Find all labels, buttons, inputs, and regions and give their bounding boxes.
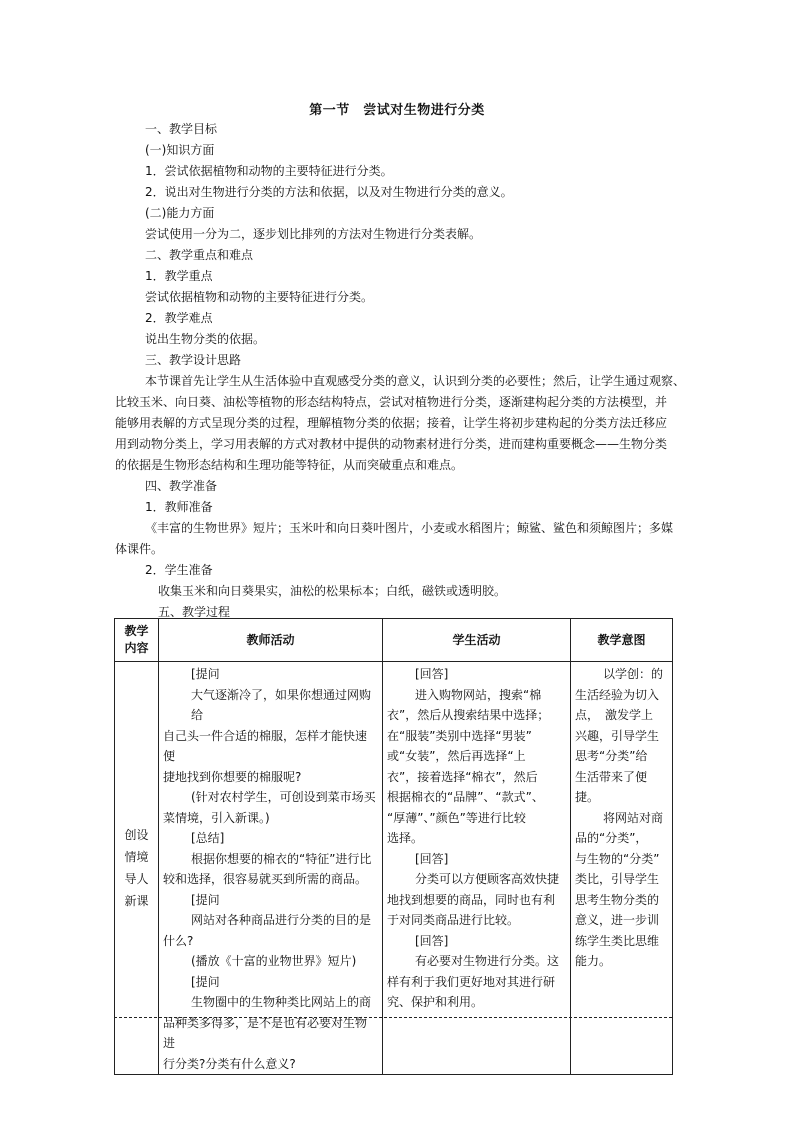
teacher-line: (针对农村学生，可创设到菜市场买 [191, 790, 376, 804]
row-stub-situation [115, 662, 159, 1075]
student-line: 分类可以方便顾客高效快捷 [415, 872, 560, 886]
teacher-prep-line: 体课件。 [115, 542, 164, 556]
student-line: “厚薄”、”颜色”等进行比较 [387, 810, 526, 825]
subheading-teacher-prep: 1．教师准备 [145, 500, 213, 514]
intent-line: 意义，进一步训 [575, 913, 660, 927]
intent-line: 以学创：的 [603, 667, 664, 681]
lesson-process-table [114, 618, 673, 1075]
header-content [115, 619, 159, 662]
heading-teaching-goals: 一、教学目标 [145, 122, 218, 136]
teacher-line: 生物圈中的生物种类比网站上的商 [191, 995, 372, 1009]
student-line: 进入购物网站，搜索“棉 [415, 687, 542, 702]
student-line: [回答] [415, 667, 449, 681]
teacher-line: 行分类?分类有什么意义? [163, 1056, 296, 1071]
design-paragraph-line: 能够用表解的方式呈现分类的过程，理解植物分类的依据；接着，让学生将初步建构起的分类方法迁移应 [115, 416, 668, 430]
teacher-line: [提问 [191, 974, 220, 989]
teacher-prep-line: 《丰富的生物世界》短片；玉米叶和向日葵叶图片，小麦或水稻图片；鲸鲨、鲨色和须鲸图片；多媒 [145, 521, 674, 535]
intent-line: 思考生物分类的 [575, 892, 660, 907]
student-line: 衣”，然后从搜索结果中选择； [387, 708, 550, 722]
subheading-knowledge: (一)知识方面 [145, 143, 215, 157]
teacher-line: 捷地找到你想要的棉服呢? [163, 769, 302, 784]
intent-line: 练学生类比思维 [575, 933, 660, 948]
intent-line: 与生物的“分类” [575, 851, 660, 866]
student-line: 样有利于我们更好地对其进行研 [387, 974, 556, 989]
intent-line: 思考“分类”给 [575, 749, 648, 763]
stub-line: 创设 [124, 828, 149, 842]
design-paragraph-line: 的依据是生物形态结构和生理功能等特征，从而突破重点和难点。 [115, 458, 464, 472]
table-header-row [115, 619, 673, 662]
student-prep-text: 收集玉米和向日葵果实，油松的松果标本；白纸，磁铁或透明胶。 [158, 584, 507, 598]
heading-process: 五、教学过程 [158, 605, 231, 619]
subheading-key-point: 1．教学重点 [145, 269, 213, 283]
teacher-line: 根据你想要的棉衣的“特征”进行比 [191, 851, 372, 866]
teacher-line: [总结] [191, 831, 225, 845]
page-break-divider [114, 1017, 672, 1018]
teacher-line: 大气逐渐冷了，如果你想通过网购给 [191, 687, 372, 722]
intent-line: 兴趣，引导学生 [575, 728, 660, 743]
student-line: 有必要对生物进行分类。这 [415, 954, 560, 968]
header-content-line: 教学 [124, 624, 149, 638]
teacher-line: 品种类多得多，是不是也有必要对生物进 [163, 1015, 368, 1050]
student-line: [回答] [415, 851, 449, 866]
header-student-activity: 学生活动 [383, 619, 571, 662]
stub-line: 导人 [124, 872, 149, 886]
subheading-student-prep: 2．学生准备 [145, 563, 213, 577]
intent-cell [571, 662, 673, 1075]
intent-line: 将网站对商 [603, 810, 664, 825]
student-line: 选择。 [387, 831, 424, 845]
student-line: 于对同类商品进行比较。 [387, 913, 520, 927]
subheading-difficulty: 2．教学难点 [145, 311, 213, 325]
header-content-line: 内容 [124, 641, 149, 655]
document-title: 第一节 尝试对生物进行分类 [309, 103, 485, 118]
teacher-line: 什么? [163, 933, 194, 948]
intent-line: 品的“分类”， [575, 831, 648, 845]
teacher-line: 菜情境，引入新课。) [163, 810, 270, 825]
design-paragraph-line: 用到动物分类上，学习用表解的方式对教材中提供的动物素材进行分类，进而建构重要概念——生物分类 [115, 437, 668, 451]
intent-line: 点， 激发学上 [575, 708, 654, 722]
heading-design-idea: 三、教学设计思路 [145, 353, 242, 367]
header-teacher-activity: 教师活动 [159, 619, 383, 662]
teacher-line: 网站对各种商品进行分类的目的是 [191, 913, 372, 927]
student-line: 究、保护和利用。 [387, 995, 484, 1009]
heading-preparation: 四、教学准备 [145, 479, 218, 493]
ability-item: 尝试使用一分为二，逐步划比排列的方法对生物进行分类表解。 [145, 227, 482, 241]
teacher-line: (播放《十富的业物世界》短片) [191, 954, 357, 968]
student-line: [回答] [415, 933, 449, 948]
teacher-line: 较和选择，很容易就买到所需的商品。 [163, 872, 368, 886]
intent-line: 能力。 [575, 954, 612, 968]
teacher-line: [提问 [191, 892, 220, 907]
table-row [115, 662, 673, 1075]
student-line: 根据棉衣的“品牌”、“款式”、 [387, 790, 544, 804]
student-activity-cell [383, 662, 571, 1075]
difficulty-text: 说出生物分类的依据。 [145, 332, 266, 346]
student-line: 在“服装”类别中选择“男装” [387, 728, 532, 743]
design-paragraph-line: 比较玉米、向日葵、油松等植物的形态结构特点，尝试对植物进行分类，逐渐建构起分类的方法模型，并 [115, 395, 668, 409]
intent-line: 生活带来了便捷。 [575, 769, 648, 804]
intent-line: 类比，引导学生 [575, 872, 660, 886]
student-line: 地找到想要的商品，同时也有利 [387, 892, 556, 907]
goal-item-2: 2．说出对生物进行分类的方法和依据，以及对生物进行分类的意义。 [145, 185, 513, 199]
student-line: 衣”，接着选择“棉衣”，然后 [387, 769, 538, 784]
subheading-ability: (二)能力方面 [145, 206, 215, 220]
design-paragraph-line: 本节课首先让学生从生活体验中直观感受分类的意义，认识到分类的必要性；然后，让学生通过观察、 [145, 374, 686, 388]
key-point-text: 尝试依据植物和动物的主要特征进行分类。 [145, 290, 374, 304]
teacher-line: 自己头一件合适的棉服，怎样才能快速便 [163, 728, 368, 763]
student-line: 或“女装”，然后再选择“上 [387, 749, 526, 763]
goal-item-1: 1．尝试依据植物和动物的主要特征进行分类。 [145, 164, 393, 178]
stub-line: 新课 [124, 894, 149, 908]
teacher-line: [提问 [191, 667, 220, 681]
heading-key-points: 二、教学重点和难点 [145, 248, 254, 262]
stub-line: 情境 [124, 850, 149, 864]
teacher-activity-cell [159, 662, 383, 1075]
intent-line: 生活经验为切入 [575, 687, 660, 702]
header-intent: 教学意图 [571, 619, 673, 662]
